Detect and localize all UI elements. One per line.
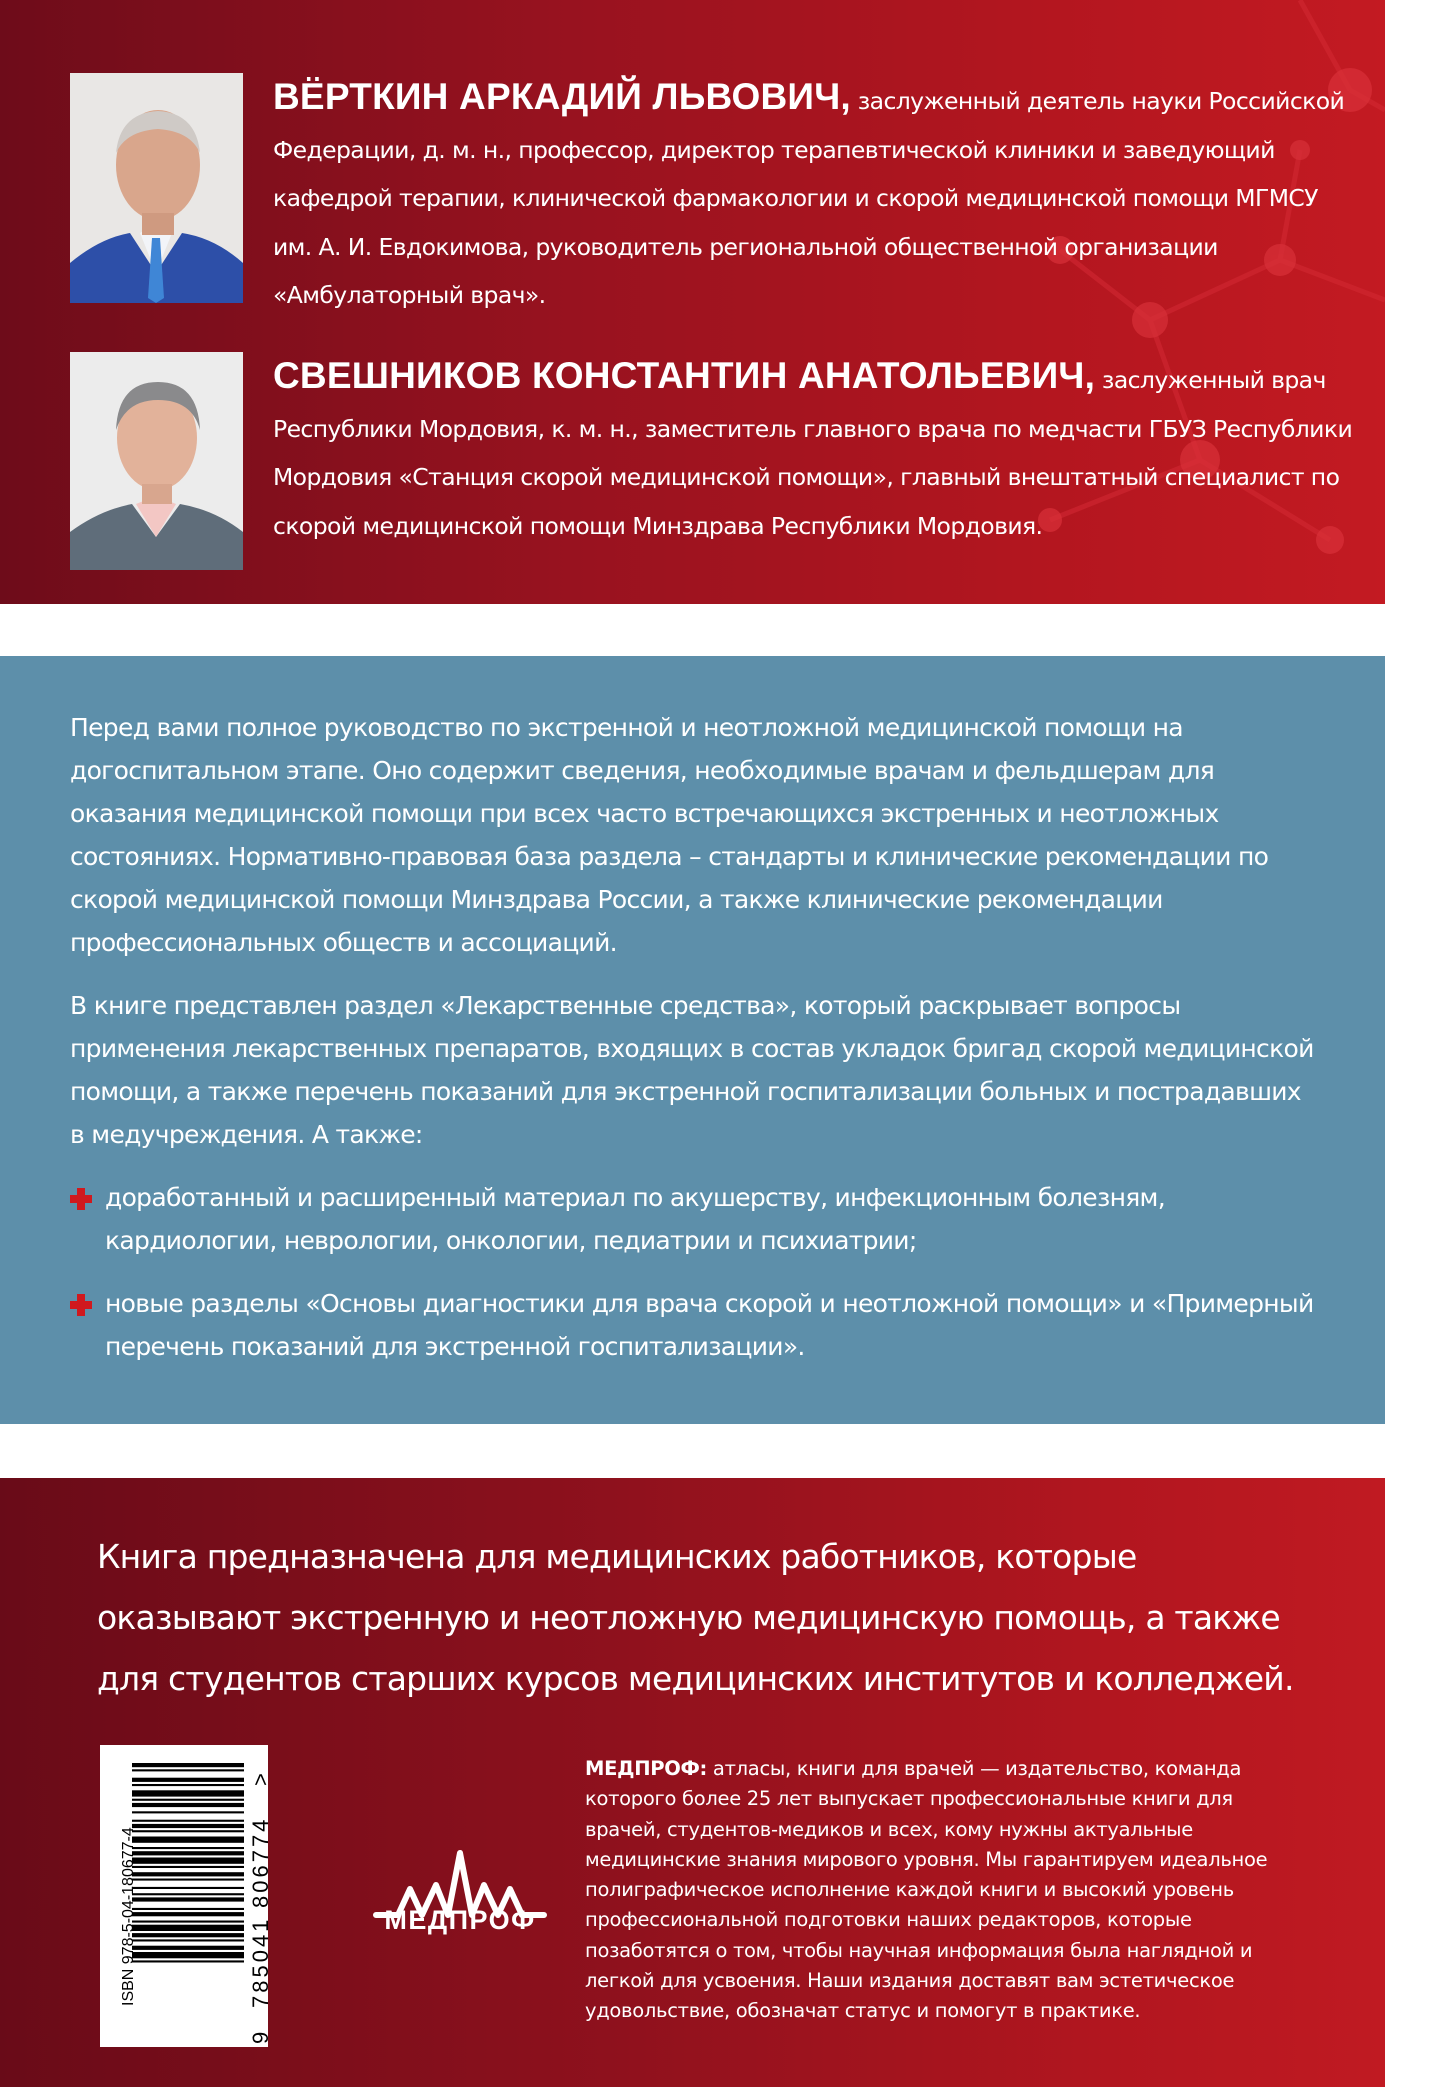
author-2 — [70, 352, 1353, 572]
author-2-bio — [273, 352, 1353, 550]
spine-edge — [1385, 0, 1450, 2087]
barcode-digits-group-2: 806774 — [248, 1816, 273, 1908]
red-cross-icon — [70, 1294, 92, 1316]
publisher-name: МЕДПРОФ: — [585, 1757, 708, 1780]
authors-panel — [0, 0, 1385, 604]
barcode-digits-group-1: 785041 — [248, 1916, 273, 2008]
description-text — [70, 706, 1320, 1388]
publisher-info — [585, 1754, 1305, 2027]
barcode-marker: > — [248, 1773, 273, 1786]
description-paragraph-1: Перед вами полное руководство по экстренной и неотложной медицинской помощи на догоспитальном этапе. Оно содержит сведения, необходимые врачам и фельдшерам для оказания медицинской помощи при всех часто встречающихся экстренных и неотложных состояниях. Нормативно-правовая база раздела – стандарты и клинические рекомендации по скорой медицинской помощи Минздрава России, а также клинические рекомендации профессиональных обществ и ассоциаций. — [70, 713, 1269, 957]
author-1-bio-text: заслуженный деятель науки Российской Федерации, д. м. н., профессор, директор терапевтической клиники и заведующий кафедрой терапии, клинической фармакологии и скорой медицинской помощи МГМСУ им. А. И. Евдокимова, руководитель региональной общественной организации «Амбулаторный врач». — [273, 87, 1345, 309]
red-cross-icon — [70, 1188, 92, 1210]
divider-band-bottom — [0, 1424, 1385, 1478]
bullet-item-1-text: доработанный и расширенный материал по акушерству, инфекционным болезням, кардиологии, неврологии, онкологии, педиатрии и психиатрии; — [105, 1183, 1165, 1255]
divider-band-top — [0, 604, 1385, 656]
medprof-logo-text: МЕДПРОФ — [384, 1905, 536, 1935]
audience-text: Книга предназначена для медицинских работников, которые оказывают экстренную и неотложную медицинскую помощь, а также для студентов старших курсов медицинских институтов и колледжей. — [97, 1537, 1294, 1698]
bullet-item-2-text: новые разделы «Основы диагностики для врача скорой и неотложной помощи» и «Примерный перечень показаний для экстренной госпитализации». — [105, 1289, 1314, 1361]
barcode-digit-first: 9 — [248, 2031, 273, 2044]
author-1-bio — [273, 73, 1353, 320]
publisher-text: атласы, книги для врачей — издательство, команда которого более 25 лет выпускает профессиональные книги для врачей, студентов-медиков и всех, кому нужны актуальные медицинские знания мирового уровня. Мы гарантируем идеальное полиграфическое исполнение каждой книги и высокий уровень профессиональной подготовки наших редакторов, которые позаботятся о том, чтобы научная информация была наглядной и легкой для усвоения. Наши издания доставят вам эстетическое удовольствие, обозначат статус и помогут в практике. — [585, 1757, 1268, 2023]
author-2-bio-text: заслуженный врач Республики Мордовия, к. м. н., заместитель главного врача по медчасти ГБУЗ Республики Мордовия «Станция скорой медицинской помощи», главный внештатный специалист по скорой медицинской помощи Минздрава Республики Мордовия. — [273, 366, 1353, 540]
isbn-number: ISBN 978-5-04-180677-4 — [120, 1827, 137, 2006]
author-2-photo — [70, 352, 243, 570]
author-2-name: СВЕШНИКОВ КОНСТАНТИН АНАТОЛЬЕВИЧ, — [273, 355, 1096, 396]
bullet-item-1 — [70, 1176, 1320, 1262]
author-1-photo — [70, 73, 243, 303]
bullet-item-2 — [70, 1282, 1320, 1368]
description-paragraph-2: В книге представлен раздел «Лекарственные средства», который раскрывает вопросы применения лекарственных препаратов, входящих в состав укладок бригад скорой медицинской помощи, а также перечень показаний для экстренной госпитализации больных и пострадавших в медучреждения. А также: — [70, 991, 1314, 1149]
author-1-name: ВЁРТКИН АРКАДИЙ ЛЬВОВИЧ, — [273, 76, 851, 117]
author-1 — [70, 73, 1345, 309]
